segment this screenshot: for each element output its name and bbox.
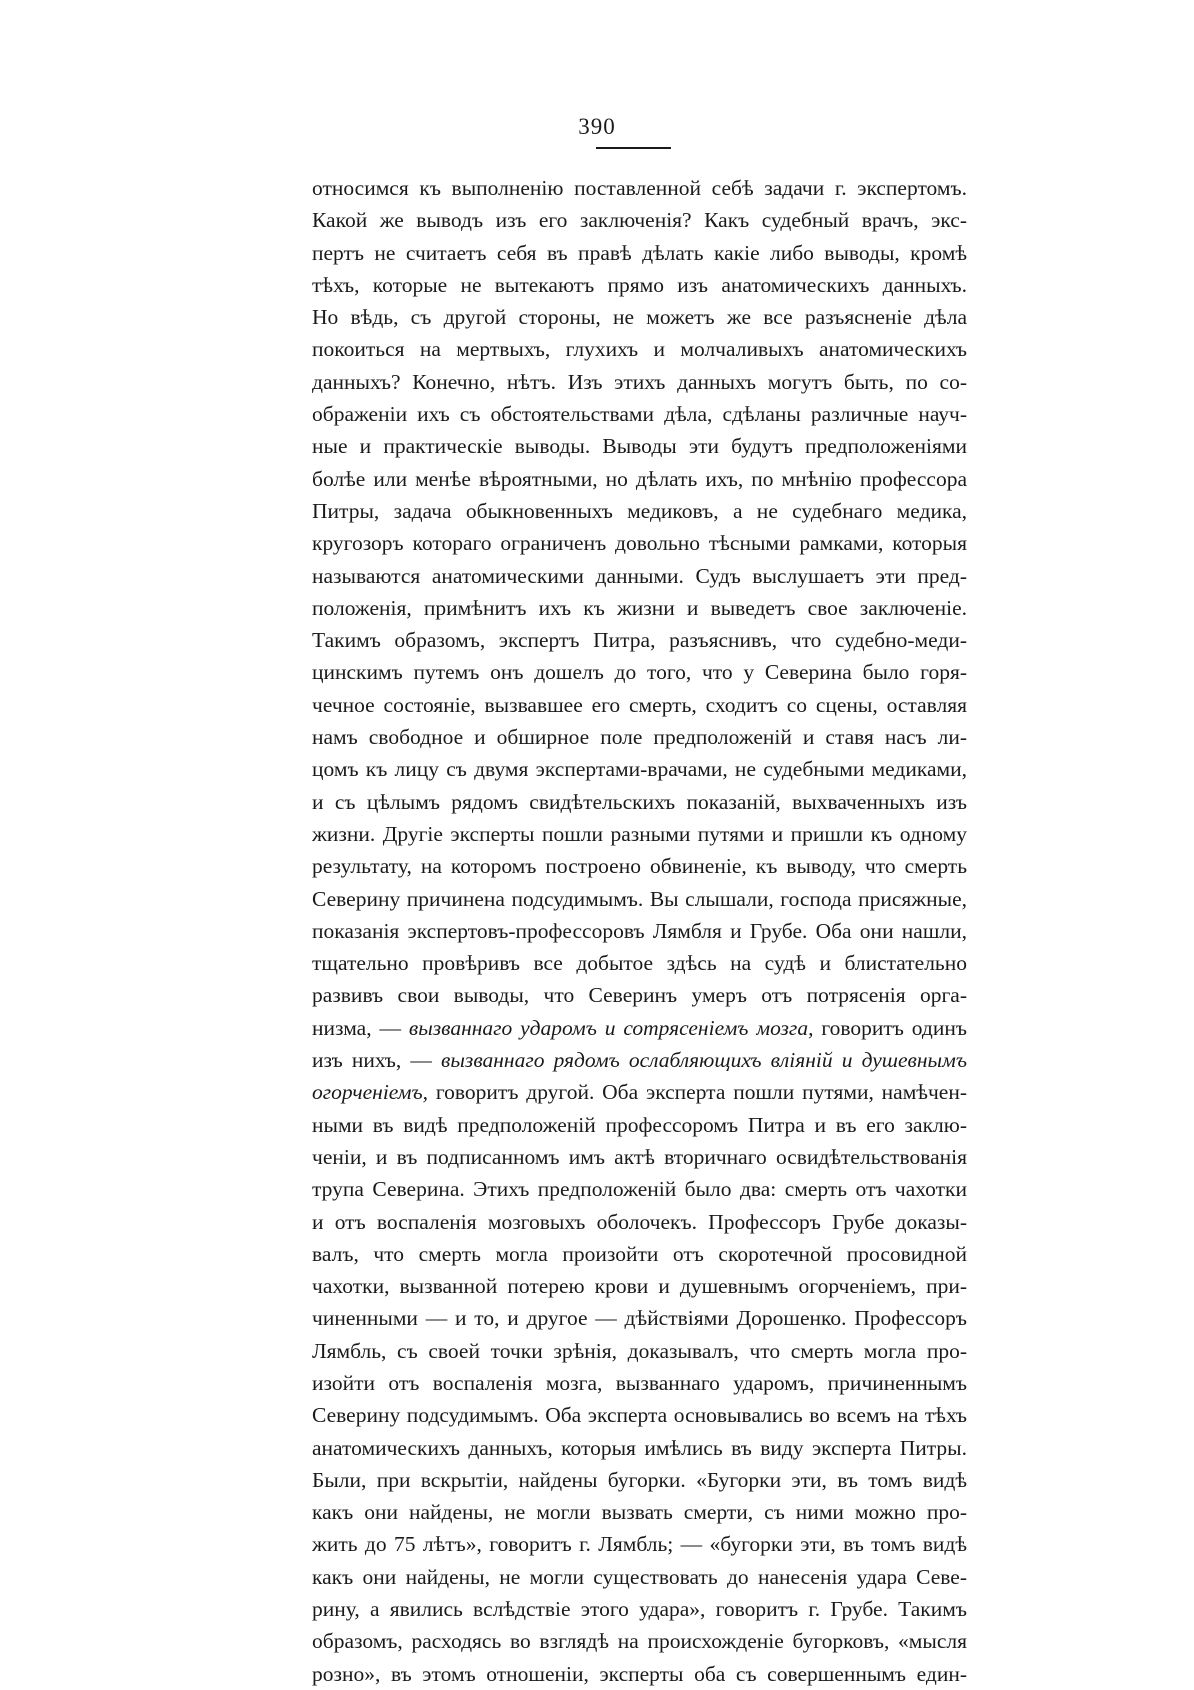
- text-segment: относимся къ выполненію поставленной себѣ задачи г. экспертомъ.: [312, 176, 967, 200]
- text-segment: Но вѣдь, съ другой стороны, не можетъ же все разъясненіе дѣла: [312, 305, 967, 330]
- text-line: [312, 1206, 967, 1238]
- text-line: [312, 172, 967, 204]
- page-number: 390: [578, 114, 616, 139]
- text-segment: развивъ свои выводы, что Северинъ умеръ отъ потрясенія орга-: [312, 983, 967, 1008]
- text-line: [312, 1302, 967, 1334]
- text-line: [312, 1399, 967, 1431]
- text-segment: говоритъ одинъ: [813, 1015, 967, 1040]
- text-segment: ными въ видѣ предположеній профессоромъ Питра и въ его заклю-: [312, 1112, 967, 1137]
- text-segment: жизни. Другіе эксперты пошли разными путями и пришли къ одному: [312, 821, 967, 846]
- text-line: [312, 979, 967, 1011]
- text-line: [312, 301, 967, 333]
- text-segment: Северину причинена подсудимымъ. Вы слышали, господа присяжные,: [312, 886, 967, 911]
- text-segment: ные и практическіе выводы. Выводы эти будутъ предположеніями: [312, 434, 967, 459]
- text-segment: тщательно провѣривъ все добытое здѣсь на судѣ и блистательно: [312, 951, 967, 976]
- text-line: [312, 1432, 967, 1464]
- text-line: [312, 592, 967, 624]
- text-segment: чиненными — и то, и другое — дѣйствіями Дорошенко. Профессоръ: [312, 1306, 967, 1331]
- text-line: [312, 495, 967, 527]
- text-segment: показанія экспертовъ-профессоровъ Лямбля и Грубе. Оба они нашли,: [312, 918, 967, 943]
- text-segment: результату, на которомъ построено обвиненіе, къ выводу, что смерть: [312, 854, 967, 879]
- text-line: [312, 1496, 967, 1528]
- text-line: [312, 1658, 967, 1690]
- text-segment: валъ, что смерть могла произойти отъ скоротечной просовидной: [312, 1241, 967, 1266]
- text-line: [312, 237, 967, 269]
- text-segment: изойти отъ воспаленія мозга, вызваннаго ударомъ, причиненнымъ: [312, 1370, 967, 1395]
- text-line: [312, 947, 967, 979]
- text-segment: рину, а явились вслѣдствіе этого удара», говоритъ г. Грубе. Такимъ: [312, 1597, 967, 1622]
- text-line: [312, 1335, 967, 1367]
- text-segment: чахотки, вызванной потерею крови и душевнымъ огорченіемъ, при-: [312, 1274, 967, 1299]
- text-segment: огорченіемъ,: [312, 1080, 429, 1105]
- text-line: [312, 1109, 967, 1141]
- text-segment: трупа Северина. Этихъ предположеній было два: смерть отъ чахотки: [312, 1177, 967, 1202]
- text-line: [312, 463, 967, 495]
- text-line: [312, 527, 967, 559]
- text-segment: цомъ къ лицу съ двумя экспертами-врачами, не судебными медиками,: [312, 757, 967, 782]
- text-line: [312, 656, 967, 688]
- text-segment: изъ нихъ, —: [312, 1048, 442, 1073]
- text-line: [312, 818, 967, 850]
- text-segment: Питры, задача обыкновенныхъ медиковъ, а не судебнаго медика,: [312, 498, 967, 523]
- text-segment: кругозоръ котораго ограниченъ довольно тѣсными рамками, которыя: [312, 531, 967, 556]
- text-segment: вызваннаго рядомъ ослабляющихъ вліяній и душевнымъ: [441, 1048, 967, 1073]
- text-segment: данныхъ? Конечно, нѣтъ. Изъ этихъ данныхъ могутъ быть, по со-: [312, 369, 967, 394]
- page-number-rule: [596, 147, 671, 149]
- text-line: [312, 689, 967, 721]
- text-segment: цинскимъ путемъ онъ дошелъ до того, что у Северина было горя-: [312, 660, 967, 685]
- text-segment: говоритъ другой. Оба эксперта пошли путями, намѣчен-: [428, 1080, 967, 1105]
- text-segment: и съ цѣлымъ рядомъ свидѣтельскихъ показаній, выхваченныхъ изъ: [312, 789, 967, 814]
- text-segment: Были, при вскрытіи, найдены бугорки. «Бугорки эти, въ томъ видѣ: [312, 1467, 967, 1492]
- text-segment: чечное состояніе, вызвавшее его смерть, сходитъ со сцены, оставляя: [312, 692, 967, 717]
- text-segment: и отъ воспаленія мозговыхъ оболочекъ. Профессоръ Грубе доказы-: [312, 1209, 967, 1234]
- text-segment: ображеніи ихъ съ обстоятельствами дѣла, сдѣланы различные науч-: [312, 402, 967, 427]
- text-segment: розно», въ этомъ отношеніи, эксперты оба съ совершеннымъ един-: [312, 1661, 967, 1686]
- text-line: [312, 1141, 967, 1173]
- text-segment: тѣхъ, которые не вытекаютъ прямо изъ анатомическихъ данныхъ.: [312, 272, 967, 297]
- text-line: [312, 624, 967, 656]
- text-segment: какъ они найдены, не могли вызвать смерти, съ ними можно про-: [312, 1500, 967, 1525]
- text-line: [312, 560, 967, 592]
- text-segment: какъ они найдены, не могли существовать до нанесенія удара Севе-: [312, 1564, 967, 1589]
- text-line: [312, 1625, 967, 1657]
- text-segment: называются анатомическими данными. Судъ выслушаетъ эти пред-: [312, 563, 967, 588]
- text-line: [312, 430, 967, 462]
- text-line: [312, 1561, 967, 1593]
- text-segment: положенія, примѣнитъ ихъ къ жизни и выведетъ свое заключеніе.: [312, 595, 967, 620]
- text-segment: жить до 75 лѣтъ», говоритъ г. Лямбль; — «бугорки эти, въ томъ видѣ: [312, 1532, 967, 1557]
- text-line: [312, 269, 967, 301]
- text-line: [312, 915, 967, 947]
- text-segment: вызваннаго ударомъ и сотрясеніемъ мозга,: [408, 1015, 814, 1040]
- text-line: [312, 786, 967, 818]
- text-segment: болѣе или менѣе вѣроятными, но дѣлать ихъ, по мнѣнію профессора: [312, 466, 967, 491]
- text-line: [312, 1238, 967, 1270]
- text-segment: образомъ, расходясь во взглядѣ на происхожденіе бугорковъ, «мысля: [312, 1629, 967, 1654]
- text-segment: ченіи, и въ подписанномъ имъ актѣ вторичнаго освидѣтельствованія: [312, 1144, 967, 1169]
- text-line: [312, 1173, 967, 1205]
- text-segment: пертъ не считаетъ себя въ правѣ дѣлать какіе либо выводы, кромѣ: [312, 240, 967, 265]
- text-line: [312, 1044, 967, 1076]
- text-segment: Такимъ образомъ, экспертъ Питра, разъяснивъ, что судебно-меди-: [312, 628, 967, 653]
- text-segment: покоиться на мертвыхъ, глухихъ и молчаливыхъ анатомическихъ: [312, 337, 967, 362]
- text-line: [312, 366, 967, 398]
- text-line: [312, 1593, 967, 1625]
- text-segment: намъ свободное и обширное поле предположеній и ставя насъ ли-: [312, 725, 967, 750]
- text-segment: Северину подсудимымъ. Оба эксперта основывались во всемъ на тѣхъ: [312, 1403, 967, 1428]
- text-line: [312, 850, 967, 882]
- text-line: [312, 721, 967, 753]
- text-segment: Лямбль, съ своей точки зрѣнія, доказывалъ, что смерть могла про-: [312, 1338, 967, 1363]
- text-line: [312, 1270, 967, 1302]
- text-line: [312, 1012, 967, 1044]
- text-line: [312, 883, 967, 915]
- text-segment: низма, —: [312, 1015, 409, 1040]
- text-line: [312, 1464, 967, 1496]
- text-line: [312, 1367, 967, 1399]
- text-line: [312, 398, 967, 430]
- text-line: [312, 204, 967, 236]
- body-text: [312, 172, 967, 1690]
- text-line: [312, 333, 967, 365]
- text-segment: Какой же выводъ изъ его заключенія? Какъ судебный врачъ, экс-: [312, 208, 967, 233]
- text-line: [312, 1528, 967, 1560]
- text-segment: анатомическихъ данныхъ, которыя имѣлись въ виду эксперта Питры.: [312, 1435, 967, 1460]
- text-line: [312, 753, 967, 785]
- text-line: [312, 1076, 967, 1108]
